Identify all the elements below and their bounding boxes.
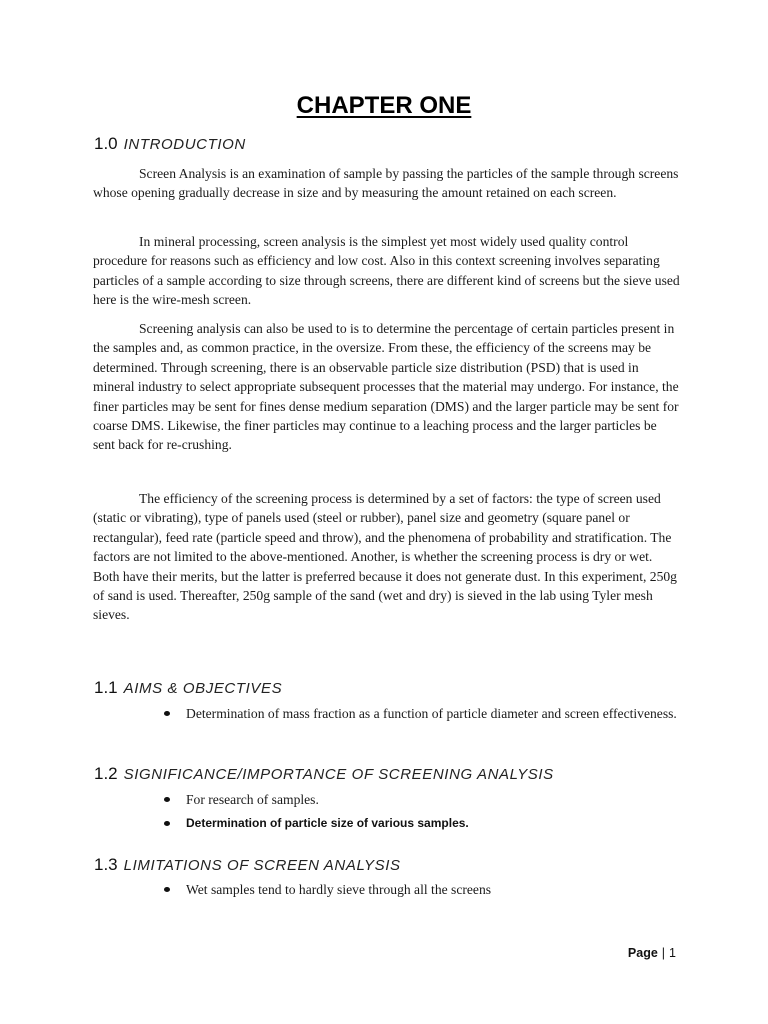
bullet-list — [160, 880, 680, 899]
section-heading-aims-objectives — [94, 678, 282, 699]
paragraph-text: Screening analysis can also be used to is to determine the percentage of certain particles present in the samples and, as common practice, in the oversize. From these, the efficiency of the screens may be determined. Through screening, there is an observable particle size distribution (PSD) that is used in mineral industry to select appropriate subsequent processes that the material may undergo. For instance, the finer particles may be sent for fines dense medium separation (DMS) and the larger particle may be sent for coarse DMS. Likewise, the finer particles may continue to a leaching process and the larger particles be sent back for re-crushing. — [93, 321, 679, 453]
page-number: 1 — [669, 946, 676, 960]
bullet-list — [160, 704, 680, 723]
section-number: 1.2 — [94, 764, 118, 783]
paragraph-text: Screen Analysis is an examination of sample by passing the particles of the sample through screens whose opening gradually decrease in size and by measuring the amount retained on each screen. — [93, 166, 679, 201]
section-number: 1.0 — [94, 134, 118, 153]
bullet-icon — [164, 797, 170, 802]
list-item — [160, 790, 680, 809]
list-item-text: Determination of particle size of various samples. — [186, 816, 469, 831]
paragraph-text: In mineral processing, screen analysis is the simplest yet most widely used quality control procedure for reasons such as efficiency and low cost. Also in this context screening involves separating particles of a sample according to size through screens, there are different kind of screens but the sieve used here is the wire-mesh screen. — [93, 234, 680, 308]
chapter-title: CHAPTER ONE — [296, 92, 472, 119]
list-item-text: Determination of mass fraction as a function of particle diameter and screen effectiveness. — [186, 706, 677, 721]
bullet-icon — [164, 821, 170, 826]
section-heading-introduction — [94, 134, 246, 155]
list-item-text: Wet samples tend to hardly sieve through all the screens — [186, 882, 492, 897]
list-item — [160, 704, 680, 723]
page-footer — [628, 946, 676, 960]
section-heading-significance — [94, 764, 554, 785]
paragraph — [93, 489, 681, 625]
list-item — [160, 814, 680, 833]
bullet-list — [160, 790, 680, 834]
page-label: Page — [627, 946, 658, 960]
list-item — [160, 880, 680, 899]
section-title: INTRODUCTION — [123, 136, 246, 153]
section-number: 1.1 — [94, 678, 118, 697]
paragraph-text: The efficiency of the screening process is determined by a set of factors: the type of screen used (static or vibrating), type of panels used (steel or rubber), panel size and geometry (square panel or rectangular), feed rate (particle speed and throw), and the phenomena of probability and stratification. The factors are not limited to the above-mentioned. Another, is whether the screening process is dry or wet. Both have their merits, but the latter is preferred because it does not generate dust. In this experiment, 250g of sand is used. Thereafter, 250g sample of the sand (wet and dry) is sieved in the lab using Tyler mesh sieves. — [93, 491, 677, 623]
bullet-icon — [164, 711, 170, 716]
bullet-icon — [164, 887, 170, 892]
footer-separator: | — [661, 946, 666, 960]
section-number: 1.3 — [94, 855, 118, 874]
paragraph — [93, 232, 681, 310]
list-item-text: For research of samples. — [186, 792, 319, 807]
paragraph — [93, 319, 681, 455]
section-title: AIMS & OBJECTIVES — [123, 680, 283, 697]
section-heading-limitations — [94, 855, 401, 876]
section-title: LIMITATIONS OF SCREEN ANALYSIS — [123, 857, 401, 874]
section-title: SIGNIFICANCE/IMPORTANCE OF SCREENING ANALYSIS — [123, 766, 554, 783]
paragraph — [93, 164, 681, 203]
